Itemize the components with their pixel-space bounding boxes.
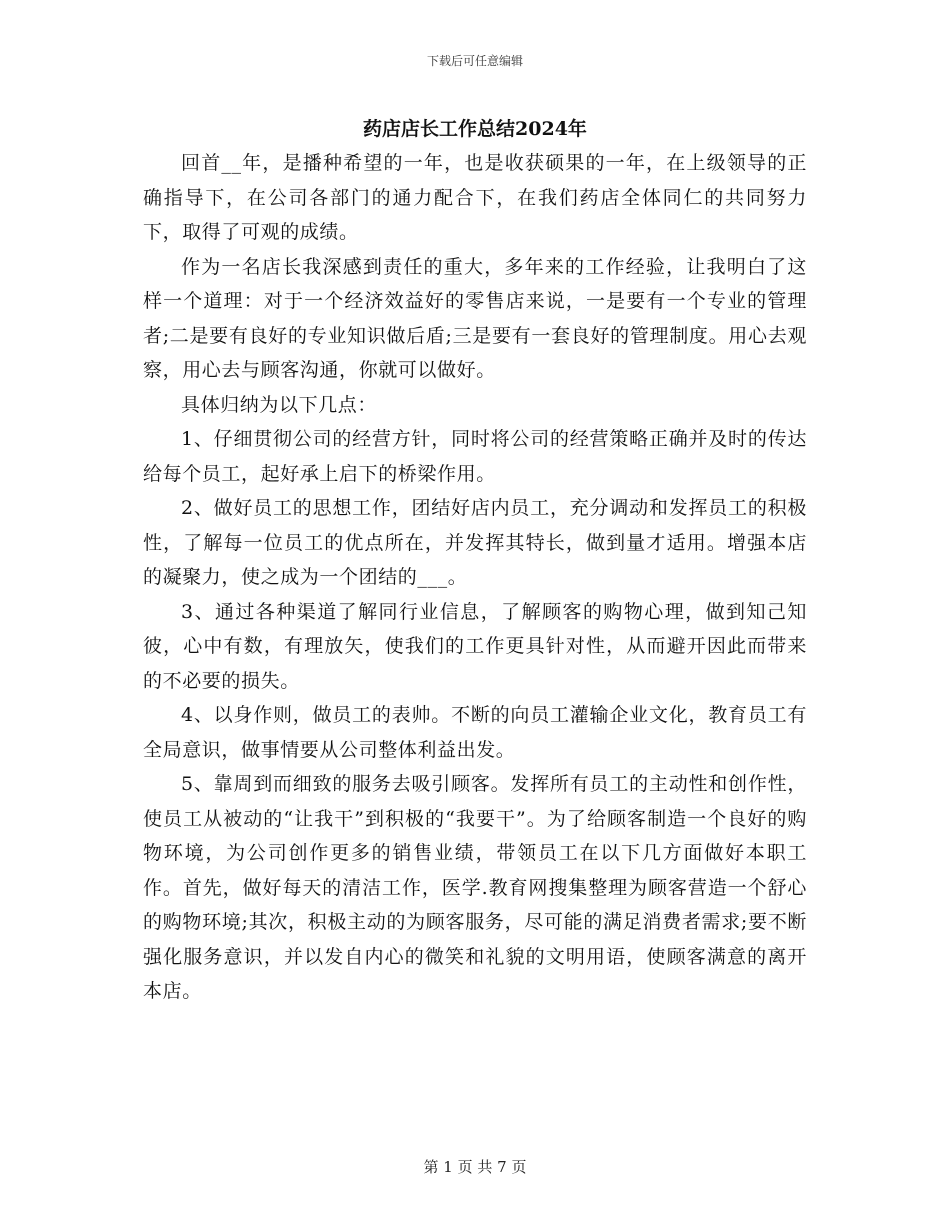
paragraph-point-5: 5、靠周到而细致的服务去吸引顾客。发挥所有员工的主动性和创作性，使员工从被动的“让我干”到积极的“我要干”。为了给顾客制造一个良好的购物环境，为公司创作更多的销售业绩，带领员工在以下几方面做好本职工作。首先，做好每天的清洁工作，医学.教育网搜集整理为顾客营造一个舒心的购物环境;其次，积极主动的为顾客服务，尽可能的满足消费者需求;要不断强化服务意识，并以发自内心的微笑和礼貌的文明用语，使顾客满意的离开本店。 xyxy=(143,773,807,1002)
document-body xyxy=(143,146,807,1009)
paragraph-summary-lead: 具体归纳为以下几点： xyxy=(181,393,378,416)
paragraph-manager-role: 作为一名店长我深感到责任的重大，多年来的工作经验，让我明白了这样一个道理：对于一个经济效益好的零售店来说，一是要有一个专业的管理者;二是要有良好的专业知识做后盾;三是要有一套良好的管理制度。用心去观察，用心去与顾客沟通，你就可以做好。 xyxy=(143,255,807,381)
paragraph-point-3: 3、通过各种渠道了解同行业信息，了解顾客的购物心理，做到知己知彼，心中有数，有理放矢，使我们的工作更具针对性，从而避开因此而带来的不必要的损失。 xyxy=(143,600,807,692)
header-note: 下载后可任意编辑 xyxy=(426,54,523,68)
document-title: 药店店长工作总结2024年 xyxy=(363,118,587,140)
paragraph-point-2: 2、做好员工的思想工作，团结好店内员工，充分调动和发挥员工的积极性，了解每一位员工的优点所在，并发挥其特长，做到量才适用。增强本店的凝聚力，使之成为一个团结的___。 xyxy=(143,497,807,588)
paragraph-point-4: 4、以身作则，做员工的表帅。不断的向员工灌输企业文化，教育员工有全局意识，做事情要从公司整体利益出发。 xyxy=(143,704,807,761)
paragraph-intro: 回首__年，是播种希望的一年，也是收获硕果的一年，在上级领导的正确指导下，在公司各部门的通力配合下，在我们药店全体同仁的共同努力下，取得了可观的成绩。 xyxy=(143,152,807,243)
page-number: 第 1 页 共 7 页 xyxy=(423,1158,527,1176)
paragraph-point-1: 1、仔细贯彻公司的经营方针，同时将公司的经营策略正确并及时的传达给每个员工，起好承上启下的桥梁作用。 xyxy=(143,428,807,485)
